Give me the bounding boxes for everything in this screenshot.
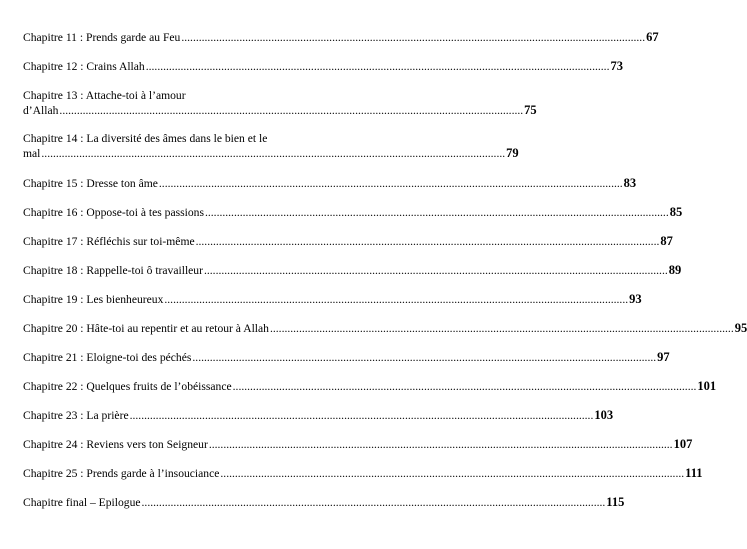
toc-title-line: Chapitre 14 : La diversité des âmes dans le bien et le (23, 132, 268, 145)
dot-leader: ................................................................................................................................................................ (164, 293, 629, 306)
toc-page-number: 89 (668, 263, 682, 277)
dot-leader: ................................................................................................................................................................ (269, 322, 734, 335)
toc-entry-ch23 (23, 408, 614, 423)
toc-line (23, 321, 747, 336)
toc-page-number: 73 (610, 59, 623, 73)
toc-page-number: 67 (646, 30, 659, 44)
toc-title: Chapitre 18 : Rappelle-toi ô travailleur (23, 264, 203, 277)
toc-title: Chapitre 17 : Réfléchis sur toi-même (23, 235, 195, 248)
toc-line (23, 379, 717, 394)
table-of-contents (23, 30, 747, 510)
toc-page-number: 85 (669, 205, 683, 219)
toc-entry-ch18 (23, 263, 682, 278)
toc-page-number: 83 (623, 176, 637, 190)
toc-entry-ch13 (23, 89, 537, 118)
toc-title: Chapitre 20 : Hâte-toi au repentir et au retour à Allah (23, 322, 269, 335)
dot-leader: ................................................................................................................................................................ (203, 264, 668, 277)
toc-title: Chapitre 22 : Quelques fruits de l’obéissance (23, 380, 232, 393)
toc-page-number: 107 (673, 437, 693, 451)
dot-leader: ................................................................................................................................................................ (195, 235, 660, 248)
toc-title: Chapitre 24 : Reviens vers ton Seigneur (23, 438, 208, 451)
toc-page-number: 75 (524, 103, 537, 117)
toc-entry-final (23, 495, 625, 510)
toc-entry-ch25 (23, 466, 703, 481)
toc-title: Chapitre 15 : Dresse ton âme (23, 177, 158, 190)
dot-leader: ................................................................................................................................................................ (204, 206, 669, 219)
toc-title: Chapitre 16 : Oppose-toi à tes passions (23, 206, 204, 219)
toc-line (23, 350, 670, 365)
dot-leader: ................................................................................................................................................................ (158, 177, 623, 190)
dot-leader: ................................................................................................................................................................ (129, 409, 594, 422)
toc-line (23, 146, 519, 161)
toc-page-number: 101 (697, 379, 717, 393)
dot-leader: ................................................................................................................................................................ (192, 351, 657, 364)
toc-title: Chapitre 25 : Prends garde à l’insouciance (23, 467, 220, 480)
toc-line (23, 263, 682, 278)
dot-leader: ................................................................................................................................................................ (208, 438, 673, 451)
toc-page-number: 103 (594, 408, 614, 422)
toc-title: Chapitre 12 : Crains Allah (23, 60, 145, 73)
toc-entry-ch11 (23, 30, 659, 45)
toc-entry-ch14 (23, 132, 519, 161)
toc-title: Chapitre 19 : Les bienheureux (23, 293, 164, 306)
toc-line (23, 234, 673, 249)
toc-title: d’Allah (23, 104, 59, 117)
dot-leader: ................................................................................................................................................................ (232, 380, 697, 393)
toc-page-number: 93 (629, 292, 642, 306)
toc-line (23, 59, 623, 74)
toc-line (23, 205, 683, 220)
dot-leader: ................................................................................................................................................................ (181, 31, 646, 44)
dot-leader: ................................................................................................................................................................ (59, 104, 524, 117)
toc-entry-ch15 (23, 176, 637, 191)
toc-title: mal (23, 147, 41, 160)
dot-leader: ................................................................................................................................................................ (145, 60, 610, 73)
toc-page-number: 95 (734, 321, 747, 335)
toc-page-number: 115 (606, 495, 625, 509)
toc-line (23, 408, 614, 423)
toc-page-number: 111 (685, 466, 703, 480)
toc-entry-ch16 (23, 205, 683, 220)
toc-title: Chapitre 11 : Prends garde au Feu (23, 31, 181, 44)
toc-line (23, 176, 637, 191)
toc-entry-ch24 (23, 437, 693, 452)
toc-page-number: 87 (660, 234, 673, 248)
dot-leader: ................................................................................................................................................................ (220, 467, 685, 480)
toc-entry-ch19 (23, 292, 642, 307)
toc-entry-ch20 (23, 321, 747, 336)
toc-page-number: 79 (506, 146, 519, 160)
toc-entry-ch21 (23, 350, 670, 365)
toc-line (23, 30, 659, 45)
toc-page-number: 97 (657, 350, 670, 364)
toc-line (23, 292, 642, 307)
toc-line (23, 103, 537, 118)
toc-entry-ch17 (23, 234, 673, 249)
toc-line (23, 437, 693, 452)
dot-leader: ................................................................................................................................................................ (141, 496, 606, 509)
toc-entry-ch12 (23, 59, 623, 74)
toc-title: Chapitre final – Epilogue (23, 496, 141, 509)
toc-title: Chapitre 23 : La prière (23, 409, 129, 422)
toc-line (23, 495, 625, 510)
toc-title-line: Chapitre 13 : Attache-toi à l’amour (23, 89, 186, 102)
dot-leader: ................................................................................................................................................................ (41, 147, 506, 160)
toc-line (23, 466, 703, 481)
toc-entry-ch22 (23, 379, 717, 394)
toc-title: Chapitre 21 : Eloigne-toi des péchés (23, 351, 192, 364)
